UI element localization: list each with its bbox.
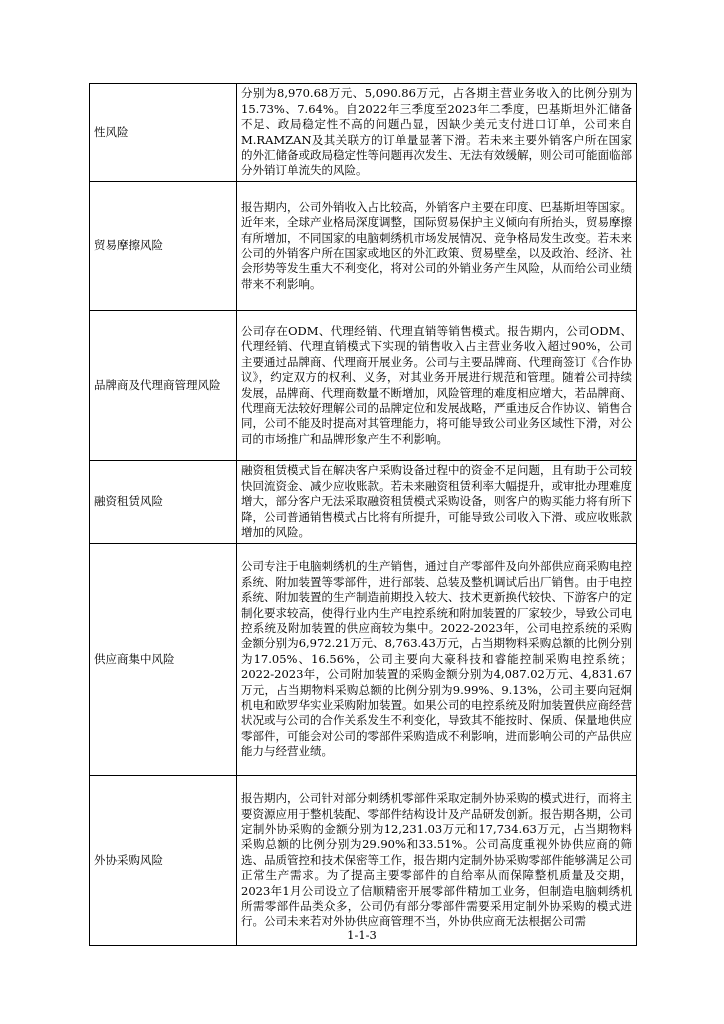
- risk-name-cell: 融资租赁风险: [90, 461, 237, 544]
- risk-description-cell: 公司专注于电脑刺绣机的生产销售，通过自产零部件及向外部供应商采购电控系统、附加装置等零部件，进行部装、总装及整机调试后出厂销售。由于电控系统、附加装置的生产制造前期投入较大、技术更新换代较快、下游客户的定制化要求较高，使得行业内生产电控系统和附加装置的厂家较少，导致公司电控系统及附加装置的供应商较为集中。2022-2023年，公司电控系统的采购金额分别为6,972.21万元、8,763.43万元，占当期物料采购总额的比例分别为17.05%、16.56%，公司主要向大豪科技和睿能控制采购电控系统；2022-2023年，公司附加装置的采购金额分别为4,087.02万元、4,831.67万元，占当期物料采购总额的比例分别为9.99%、9.13%，公司主要向冠炯机电和欧罗华实业采购附加装置。如果公司的电控系统及附加装置供应商经营状况或与公司的合作关系发生不利变化，导致其不能按时、保质、保量地供应零部件，可能会对公司的零部件采购造成不利影响，进而影响公司的产品供应能力与经营业绩。: [237, 544, 637, 776]
- table-row: [90, 776, 637, 946]
- risk-name-cell: 性风险: [90, 84, 237, 182]
- risk-name-cell: 供应商集中风险: [90, 544, 237, 776]
- risk-description-cell: 报告期内，公司针对部分刺绣机零部件采取定制外协采购的模式进行，而将主要资源应用于整机装配、零部件结构设计及产品研发创新。报告期各期，公司定制外协采购的金额分别为12,231.03万元和17,734.63万元，占当期物料采购总额的比例分别为29.90%和33.51%。公司高度重视外协供应商的筛选、品质管控和技术保密等工作，报告期内定制外协采购零部件能够满足公司正常生产需求。为了提高主要零部件的自给率从而保障整机质量及交期，2023年1月公司设立了信顺精密开展零部件精加工业务，但制造电脑刺绣机所需零部件品类众多，公司仍有部分零部件需要采用定制外协采购的模式进行。公司未来若对外协供应商管理不当，外协供应商无法根据公司需: [237, 776, 637, 946]
- risk-name-cell: 贸易摩擦风险: [90, 182, 237, 311]
- risk-description-cell: 融资租赁模式旨在解决客户采购设备过程中的资金不足问题，且有助于公司较快回流资金、减少应收账款。若未来融资租赁利率大幅提升，或审批办理难度增大，部分客户无法采取融资租赁模式采购设备，则客户的购买能力将有所下降，公司普通销售模式占比将有所提升，可能导致公司收入下滑、或应收账款增加的风险。: [237, 461, 637, 544]
- risk-description-cell: 分别为8,970.68万元、5,090.86万元，占各期主营业务收入的比例分别为15.73%、7.64%。自2022年三季度至2023年二季度，巴基斯坦外汇储备不足、政局稳定性不高的问题凸显，因缺少美元支付进口订单，公司来自M.RAMZAN及其关联方的订单量显著下滑。若未来主要外销客户所在国家的外汇储备或政局稳定性等问题再次发生、无法有效缓解，则公司可能面临部分外销订单流失的风险。: [237, 84, 637, 182]
- table-row: [90, 311, 637, 461]
- table-row: [90, 182, 637, 311]
- table-row: [90, 84, 637, 182]
- table-row: [90, 461, 637, 544]
- page-number: 1-1-3: [347, 928, 377, 942]
- risk-factor-table: [89, 83, 637, 946]
- risk-name-cell: 品牌商及代理商管理风险: [90, 311, 237, 461]
- risk-description-cell: 报告期内，公司外销收入占比较高，外销客户主要在印度、巴基斯坦等国家。近年来，全球产业格局深度调整，国际贸易保护主义倾向有所抬头，贸易摩擦有所增加，不同国家的电脑刺绣机市场发展情况、竞争格局发生改变。若未来公司的外销客户所在国家或地区的外汇政策、贸易壁垒，以及政治、经济、社会形势等发生重大不利变化，将对公司的外销业务产生风险，从而给公司业绩带来不利影响。: [237, 182, 637, 311]
- table-row: [90, 544, 637, 776]
- risk-name-cell: 外协采购风险: [90, 776, 237, 946]
- risk-description-cell: 公司存在ODM、代理经销、代理直销等销售模式。报告期内，公司ODM、代理经销、代理直销模式下实现的销售收入占主营业务收入超过90%，公司主要通过品牌商、代理商开展业务。公司与主要品牌商、代理商签订《合作协议》，约定双方的权利、义务，对其业务开展进行规范和管理。随着公司持续发展，品牌商、代理商数量不断增加，风险管理的难度相应增大，若品牌商、代理商无法较好理解公司的品牌定位和发展战略，严重违反合作协议、销售合同，公司不能及时提高对其管理能力，将可能导致公司业务区域性下滑，对公司的市场推广和品牌形象产生不利影响。: [237, 311, 637, 461]
